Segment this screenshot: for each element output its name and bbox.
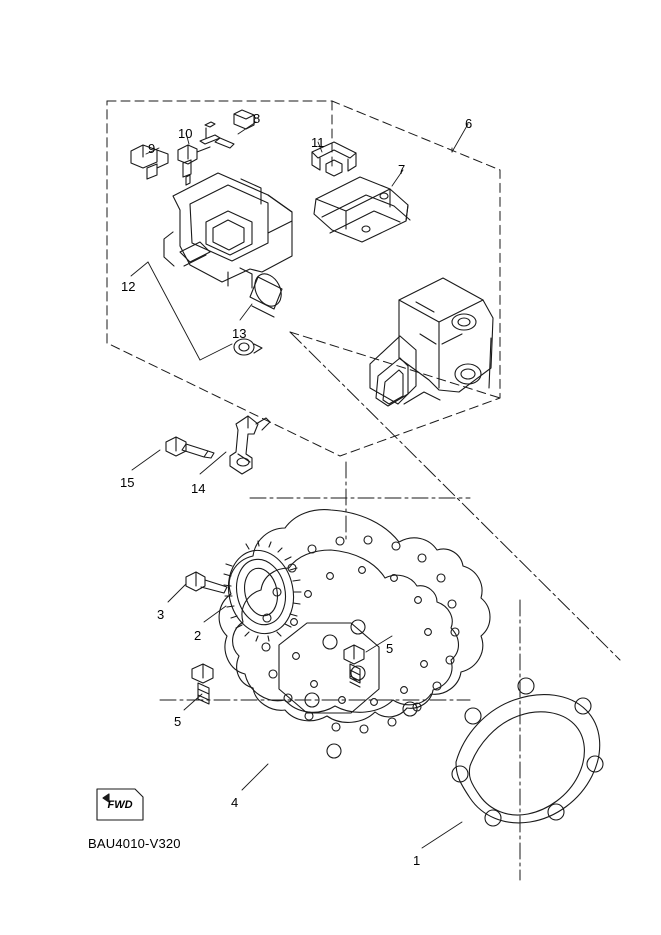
leader-lines bbox=[131, 122, 468, 848]
callout-number-7: 7 bbox=[398, 162, 406, 177]
part-code-label: BAU4010-V320 bbox=[88, 836, 181, 851]
callout-number-9: 9 bbox=[148, 141, 156, 156]
assembly-boundary-lower bbox=[290, 332, 500, 398]
fwd-label: FWD bbox=[107, 798, 133, 811]
part-2-abs-pulser-ring bbox=[221, 541, 301, 641]
callout-number-3: 3 bbox=[157, 607, 165, 622]
part-6-caliper-bracket bbox=[370, 278, 493, 406]
part-12-caliper-body bbox=[164, 173, 292, 288]
callout-number-15: 15 bbox=[120, 475, 135, 490]
part-5-bolt-upper bbox=[344, 645, 364, 687]
part-1-hub-plate bbox=[452, 678, 603, 826]
callout-number-5: 5 bbox=[386, 641, 394, 656]
part-seal-ring bbox=[234, 339, 262, 355]
part-3-bolt bbox=[186, 572, 227, 593]
part-15-bolt bbox=[166, 437, 214, 458]
callout-number-8: 8 bbox=[253, 111, 261, 126]
callout-number-2: 2 bbox=[194, 628, 202, 643]
callout-number-12: 12 bbox=[121, 279, 136, 294]
callout-number-10: 10 bbox=[178, 126, 193, 141]
callout-number-13: 13 bbox=[232, 326, 247, 341]
part-7-brake-pads bbox=[314, 177, 410, 242]
callout-number-6: 6 bbox=[465, 116, 473, 131]
callout-number-1: 1 bbox=[413, 853, 421, 868]
callout-number-14: 14 bbox=[191, 481, 206, 496]
center-axis-lines bbox=[160, 332, 620, 880]
part-13-piston bbox=[250, 269, 287, 317]
callout-number-5: 5 bbox=[174, 714, 182, 729]
part-5-bolt-lower bbox=[192, 664, 213, 704]
part-14-retainer bbox=[230, 416, 270, 474]
forward-direction-marker bbox=[97, 789, 143, 820]
callout-number-11: 11 bbox=[311, 135, 325, 150]
callout-number-4: 4 bbox=[231, 795, 239, 810]
